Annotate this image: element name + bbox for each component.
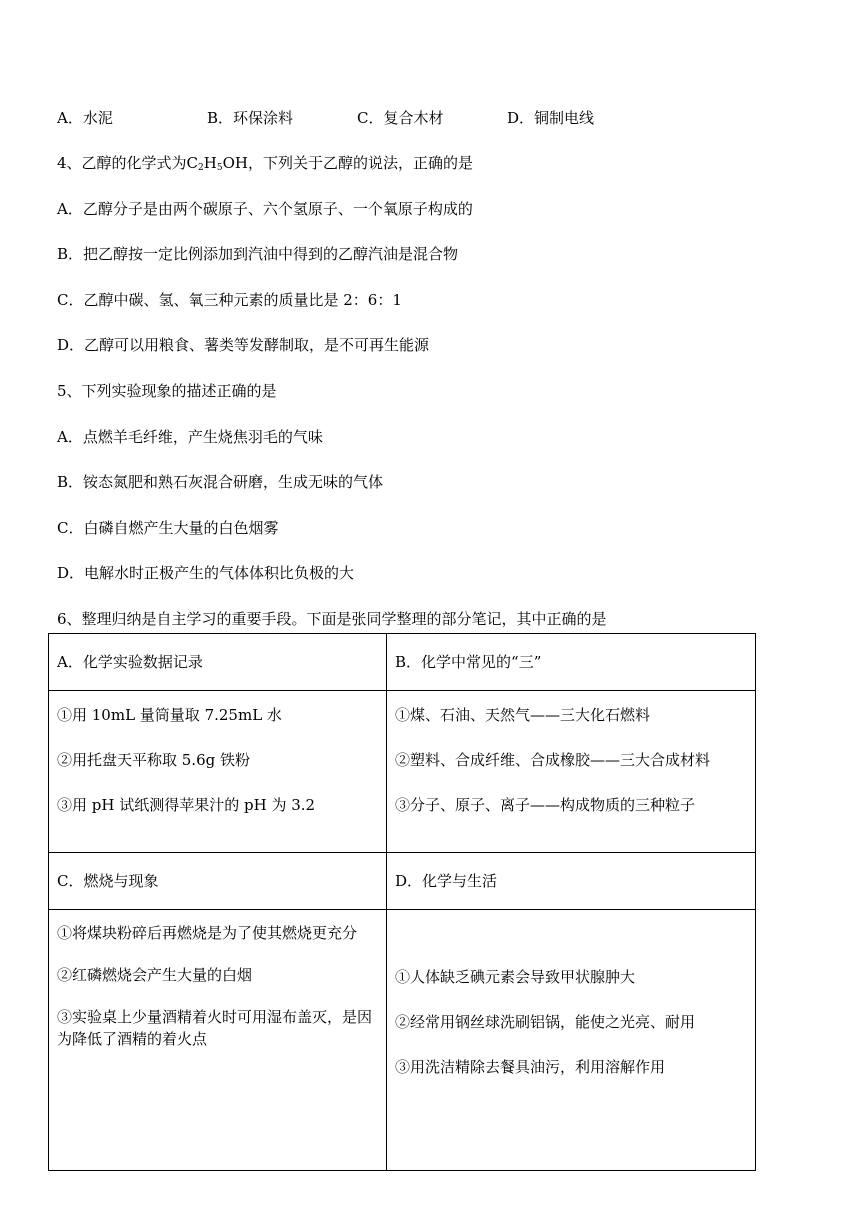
q4-stem [57, 153, 473, 173]
q4-formula-sub-1: 2 [198, 163, 204, 173]
q4-option-b: B．把乙醇按一定比例添加到汽油中得到的乙醇汽油是混合物 [57, 245, 459, 263]
q4-option-a: A．乙醇分子是由两个碳原子、六个氢原子、一个氧原子构成的 [57, 200, 473, 218]
cell-b-items [387, 691, 756, 853]
d-item-1: ①人体缺乏碘元素会导致甲状腺肿大 [395, 968, 636, 986]
q3-option-b: B．环保涂料 [207, 109, 294, 127]
a-item-1: ①用 10mL 量筒量取 7.25mL 水 [57, 706, 282, 724]
d-item-3: ③用洗洁精除去餐具油污，利用溶解作用 [395, 1058, 666, 1076]
q6-notes-table [48, 633, 756, 1171]
q4-stem-pre: 4、乙醇的化学式为C [57, 154, 199, 172]
b-item-3: ③分子、原子、离子——构成物质的三种粒子 [395, 796, 696, 814]
cell-c-title: C．燃烧与现象 [49, 853, 387, 910]
c-item-3: ③实验桌上少量酒精着火时可用湿布盖灭，是因为降低了酒精的着火点 [57, 1008, 373, 1048]
b-item-1: ①煤、石油、天然气——三大化石燃料 [395, 706, 651, 724]
q5-option-a: A．点燃羊毛纤维，产生烧焦羽毛的气味 [57, 428, 323, 446]
q3-option-c: C．复合木材 [357, 109, 444, 127]
q4-formula-h: H [203, 154, 217, 172]
q3-option-a: A．水泥 [57, 109, 113, 127]
q5-stem: 5、下列实验现象的描述正确的是 [57, 382, 277, 400]
q6-stem: 6、整理归纳是自主学习的重要手段。下面是张同学整理的部分笔记，其中正确的是 [57, 610, 607, 628]
q4-option-c: C．乙醇中碳、氢、氧三种元素的质量比是 2：6：1 [57, 291, 402, 309]
cell-d-title: D．化学与生活 [387, 853, 756, 910]
cell-a-items [49, 691, 387, 853]
q5-option-c: C．白磷自燃产生大量的白色烟雾 [57, 519, 279, 537]
q4-option-d: D．乙醇可以用粮食、薯类等发酵制取，是不可再生能源 [57, 336, 430, 354]
q5-option-b: B．铵态氮肥和熟石灰混合研磨，生成无味的气体 [57, 473, 384, 491]
q3-option-d: D．铜制电线 [507, 109, 595, 127]
cell-a-title: A．化学实验数据记录 [49, 634, 387, 691]
cell-c-items [49, 910, 387, 1171]
c-item-2: ②红磷燃烧会产生大量的白烟 [57, 966, 253, 984]
cell-d-items [387, 910, 756, 1171]
q5-option-d: D．电解水时正极产生的气体体积比负极的大 [57, 564, 355, 582]
a-item-3: ③用 pH 试纸测得苹果汁的 pH 为 3.2 [57, 796, 316, 814]
c-item-1: ①将煤块粉碎后再燃烧是为了使其燃烧更充分 [57, 924, 358, 942]
d-item-2: ②经常用钢丝球洗刷铝锅，能使之光亮、耐用 [395, 1013, 696, 1031]
b-item-2: ②塑料、合成纤维、合成橡胶——三大合成材料 [395, 751, 711, 769]
q4-formula-sub-2: 5 [216, 163, 223, 173]
q4-stem-post: OH，下列关于乙醇的说法，正确的是 [222, 154, 473, 172]
a-item-2: ②用托盘天平称取 5.6g 铁粉 [57, 751, 250, 769]
cell-b-title: B．化学中常见的“三” [387, 634, 756, 691]
